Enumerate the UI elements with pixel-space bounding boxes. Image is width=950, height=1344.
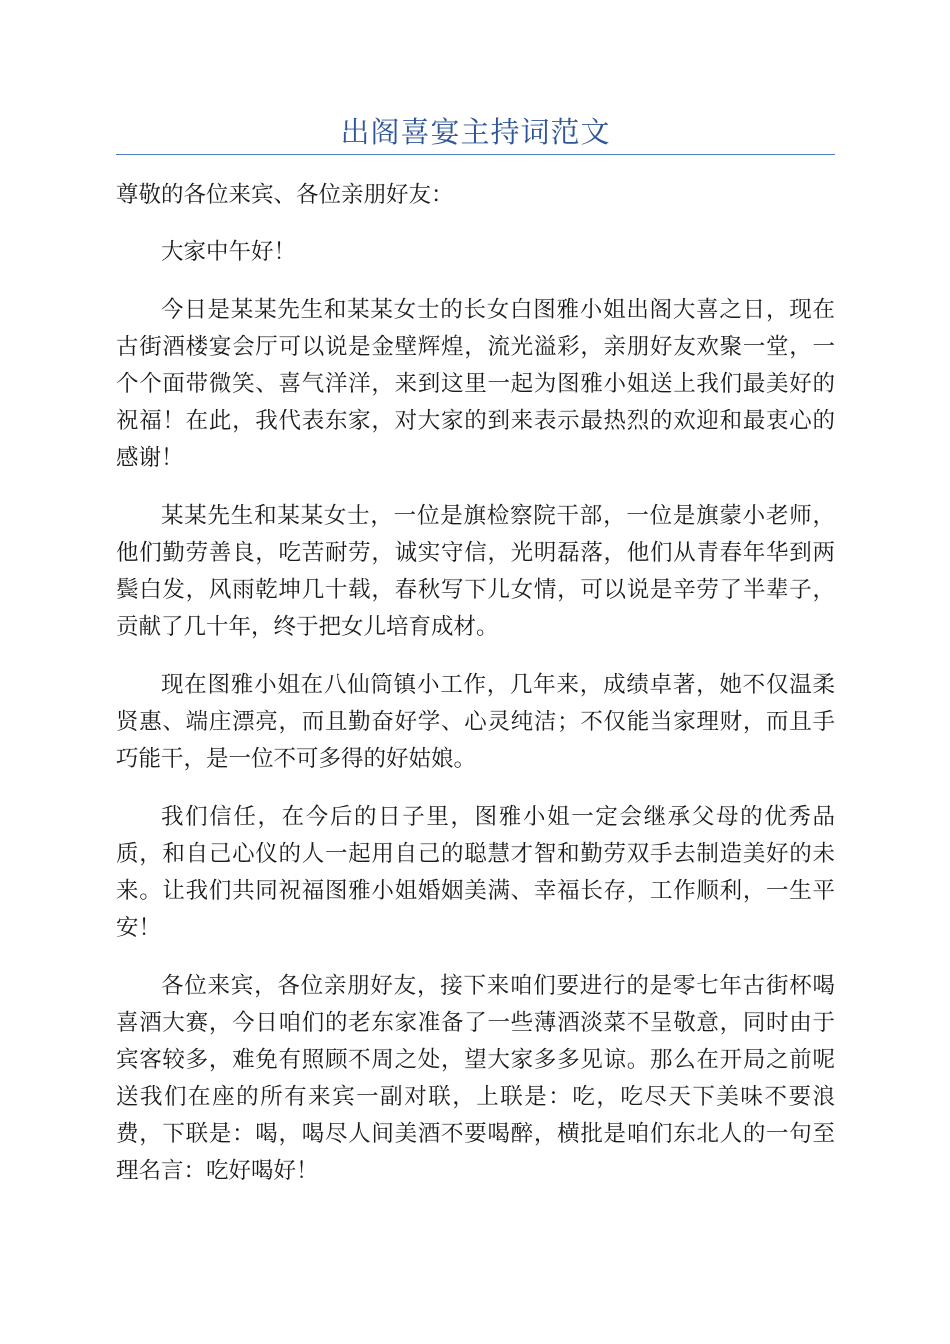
closing-paragraph: 各位来宾，各位亲朋好友，接下来咱们要进行的是零七年古街杯喝喜酒大赛，今日咱们的老东家准备了一些薄酒淡菜不呈敬意，同时由于宾客较多，难免有照顾不周之处，望大家多多见谅。那么在开局之前呢送我们在座的所有来宾一副对联，上联是：吃，吃尽天下美味不要浪费，下联是：喝，喝尽人间美酒不要喝醉，横批是咱们东北人的一句至理名言：吃好喝好！ (116, 973, 835, 1184)
body-paragraph: 今日是某某先生和某某女士的长女白图雅小姐出阁大喜之日，现在古街酒楼宴会厅可以说是金壁辉煌，流光溢彩，亲朋好友欢聚一堂，一个个面带微笑、喜气洋洋，来到这里一起为图雅小姐送上我们最美好的祝福！在此，我代表东家，对大家的到来表示最热烈的欢迎和最衷心的感谢！ (116, 297, 835, 471)
greeting-paragraph: 大家中午好！ (161, 239, 297, 265)
body-paragraph: 现在图雅小姐在八仙筒镇小工作，几年来，成绩卓著，她不仅温柔贤惠、端庄漂亮，而且勤奋好学、心灵纯洁；不仅能当家理财，而且手巧能干，是一位不可多得的好姑娘。 (116, 672, 835, 772)
body-paragraph: 我们信任，在今后的日子里，图雅小姐一定会继承父母的优秀品质，和自己心仪的人一起用自己的聪慧才智和勤劳双手去制造美好的未来。让我们共同祝福图雅小姐婚姻美满、幸福长存，工作顺利，一生平安！ (116, 804, 835, 941)
salutation-paragraph: 尊敬的各位来宾、各位亲朋好友： (116, 182, 454, 208)
document-title: 出阁喜宴主持词范文 (340, 115, 611, 149)
title-underline (116, 154, 835, 155)
document-body (116, 177, 835, 1211)
body-paragraph: 某某先生和某某女士，一位是旗检察院干部，一位是旗蒙小老师，他们勤劳善良，吃苦耐劳，诚实守信，光明磊落，他们从青春年华到两鬓白发，风雨乾坤几十载，春秋写下儿女情，可以说是辛劳了半辈子，贡献了几十年，终于把女儿培育成材。 (116, 503, 835, 640)
